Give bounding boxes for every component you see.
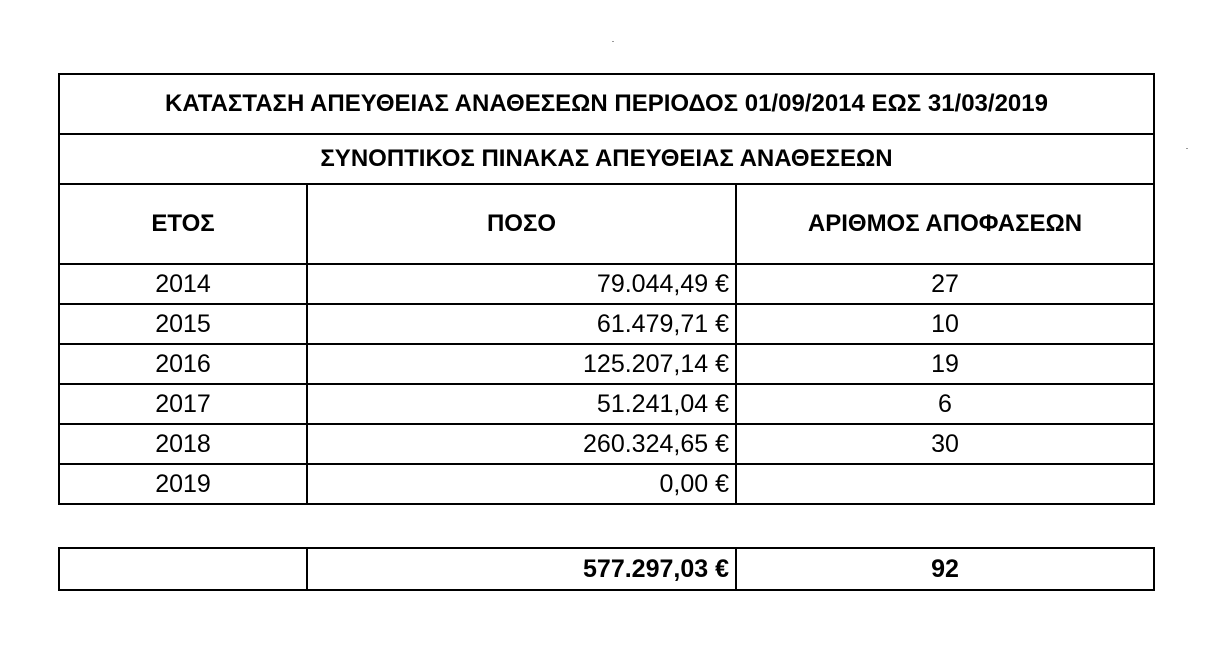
direct-awards-table [58, 73, 1155, 505]
scan-speck [1186, 148, 1188, 149]
year-header: ΕΤΟΣ [59, 184, 307, 264]
year-cell: 2016 [59, 344, 307, 384]
total-amount-cell: 577.297,03 € [307, 548, 736, 590]
year-cell: 2018 [59, 424, 307, 464]
count-cell: 30 [736, 424, 1154, 464]
amount-cell: 125.207,14 € [307, 344, 736, 384]
subtitle-row [59, 134, 1154, 184]
amount-cell: 79.044,49 € [307, 264, 736, 304]
total-row [59, 548, 1154, 590]
amount-cell: 0,00 € [307, 464, 736, 504]
year-cell: 2017 [59, 384, 307, 424]
count-cell: 6 [736, 384, 1154, 424]
table-row [59, 264, 1154, 304]
amount-cell: 51.241,04 € [307, 384, 736, 424]
amount-header: ΠΟΣΟ [307, 184, 736, 264]
year-cell: 2015 [59, 304, 307, 344]
header-row [59, 184, 1154, 264]
table-row [59, 424, 1154, 464]
year-cell: 2014 [59, 264, 307, 304]
scan-speck [612, 41, 614, 42]
title-row [59, 74, 1154, 134]
count-cell: 19 [736, 344, 1154, 384]
table-row [59, 344, 1154, 384]
table-row [59, 304, 1154, 344]
total-count-cell: 92 [736, 548, 1154, 590]
count-cell: 27 [736, 264, 1154, 304]
year-cell: 2019 [59, 464, 307, 504]
count-cell [736, 464, 1154, 504]
table-title: ΚΑΤΑΣΤΑΣΗ ΑΠΕΥΘΕΙΑΣ ΑΝΑΘΕΣΕΩΝ ΠΕΡΙΟΔΟΣ 01/09/2014 ΕΩΣ 31/03/2019 [59, 74, 1154, 134]
table-row [59, 464, 1154, 504]
count-cell: 10 [736, 304, 1154, 344]
totals-table [58, 547, 1155, 591]
total-label-cell [59, 548, 307, 590]
table-subtitle: ΣΥΝΟΠΤΙΚΟΣ ΠΙΝΑΚΑΣ ΑΠΕΥΘΕΙΑΣ ΑΝΑΘΕΣΕΩΝ [59, 134, 1154, 184]
count-header: ΑΡΙΘΜΟΣ ΑΠΟΦΑΣΕΩΝ [736, 184, 1154, 264]
amount-cell: 260.324,65 € [307, 424, 736, 464]
amount-cell: 61.479,71 € [307, 304, 736, 344]
table-row [59, 384, 1154, 424]
